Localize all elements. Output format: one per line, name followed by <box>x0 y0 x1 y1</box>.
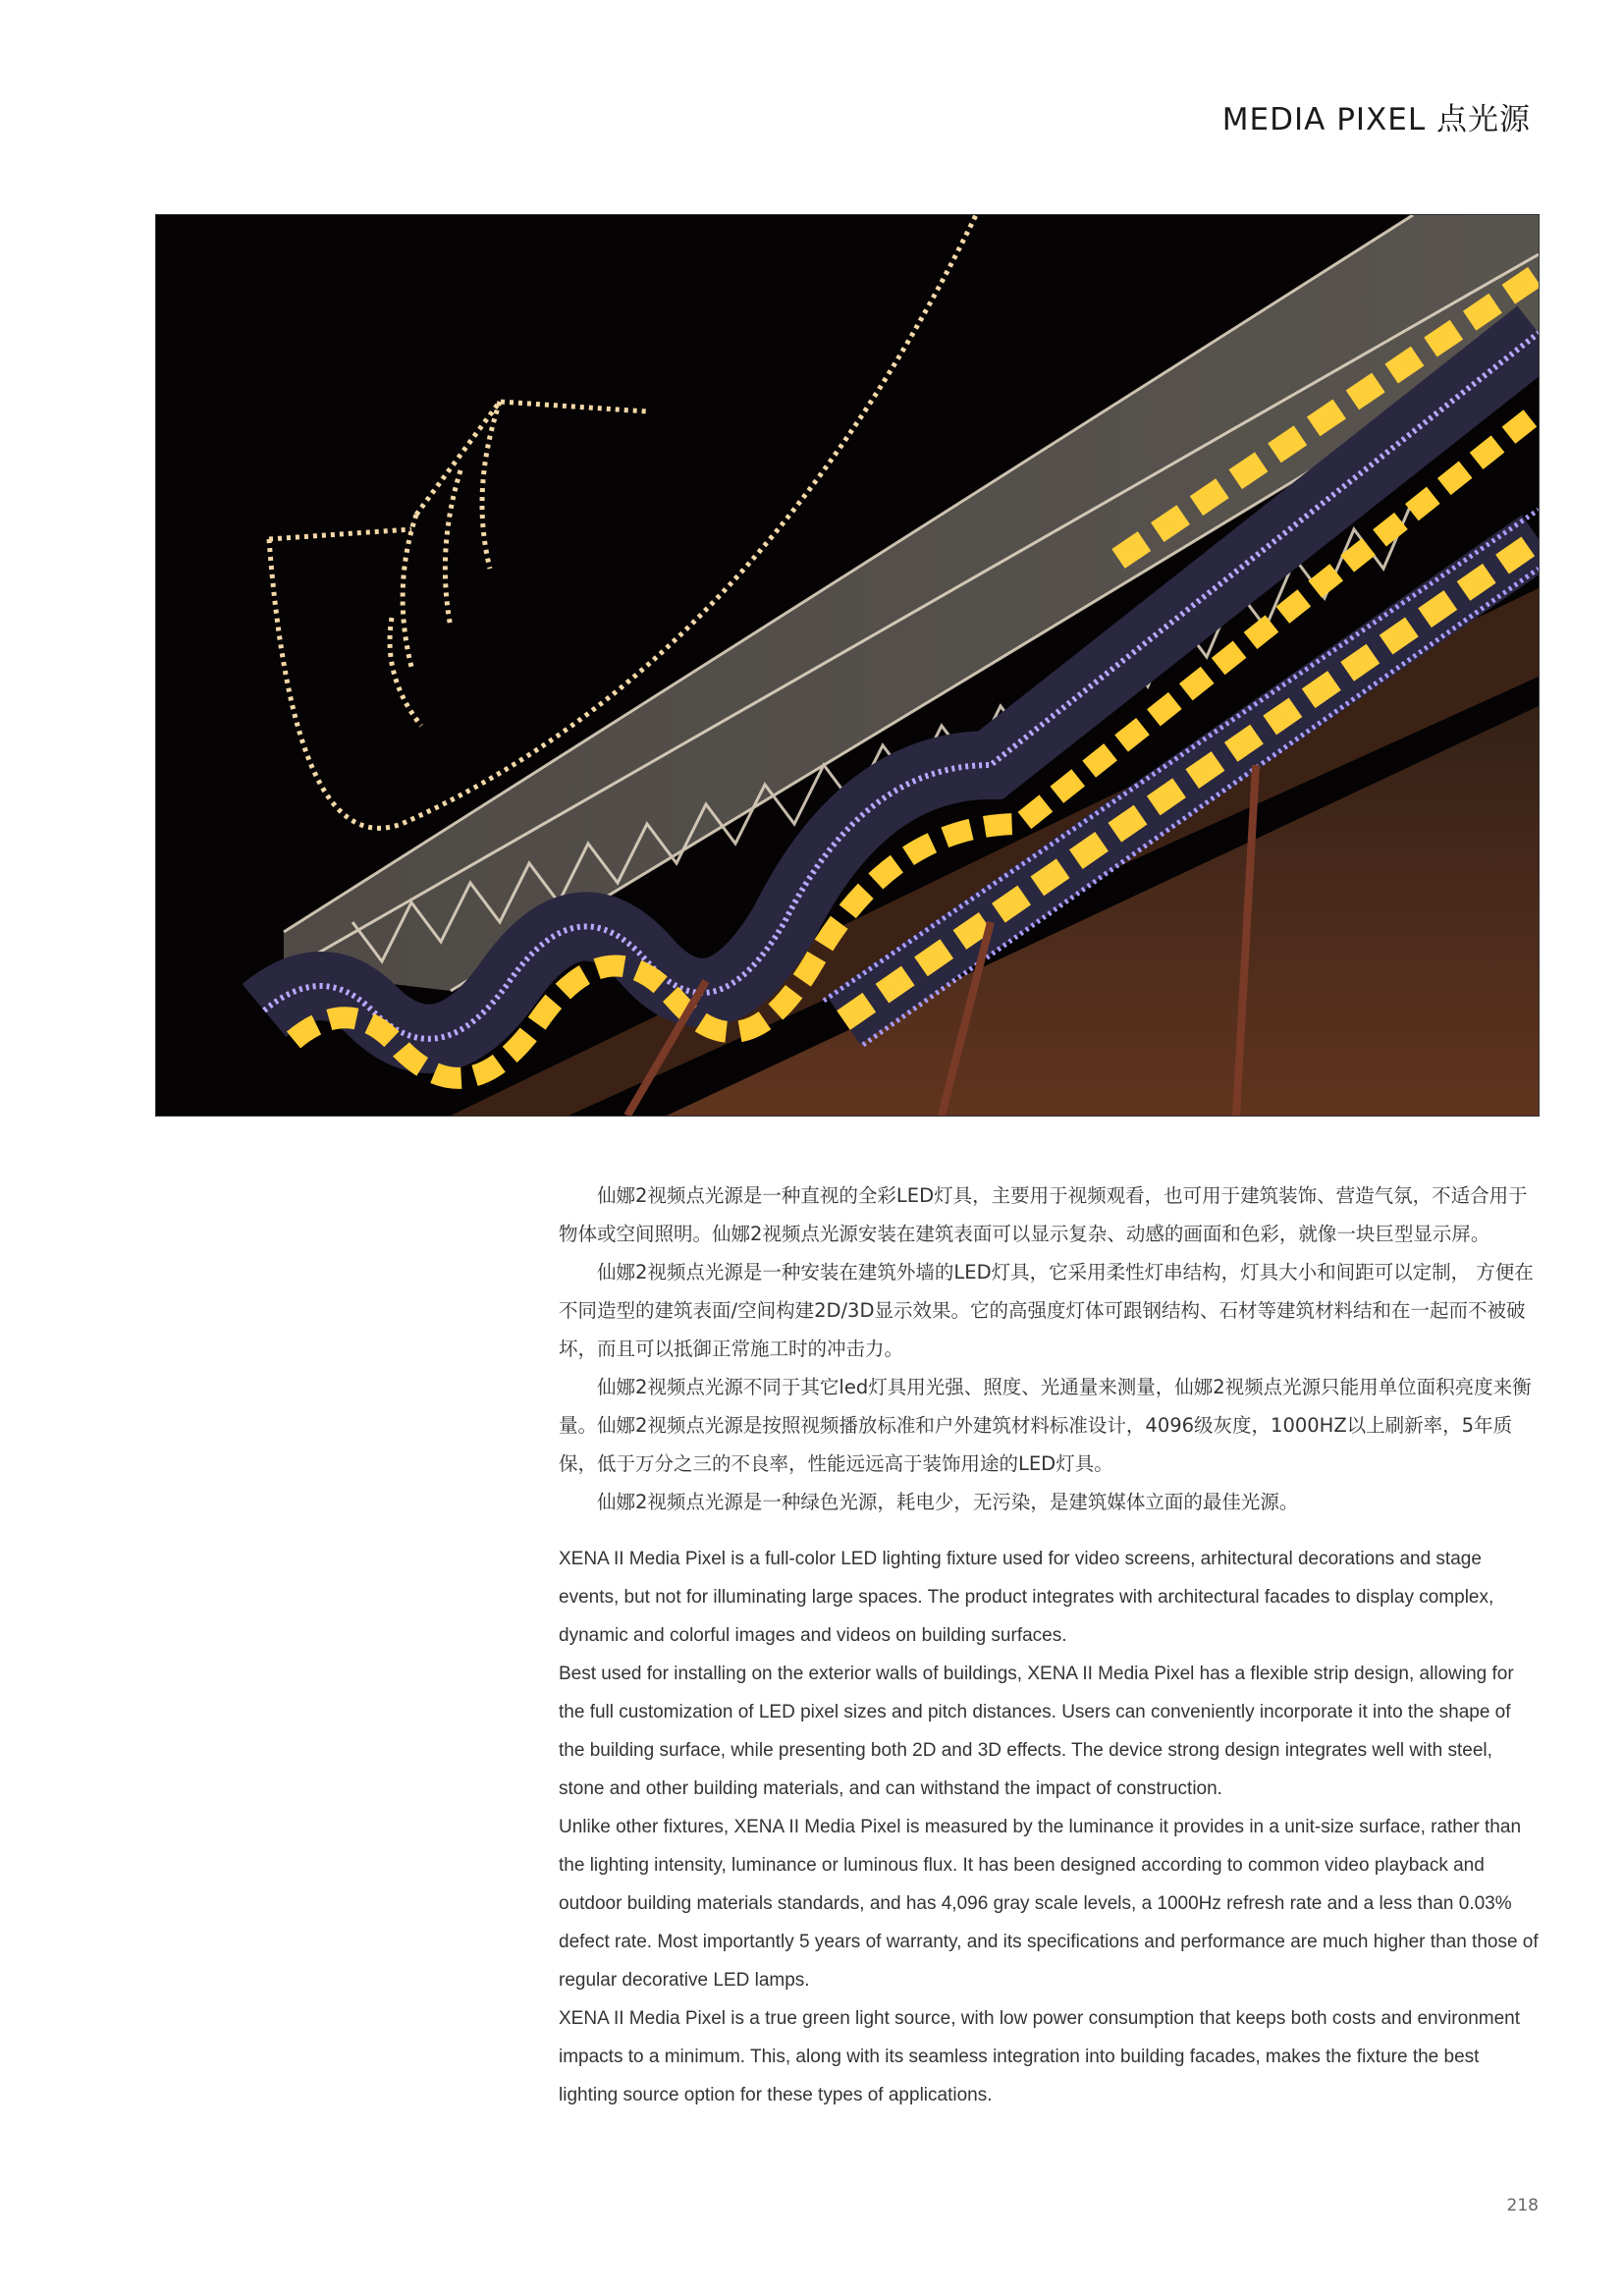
chinese-paragraph: 仙娜2视频点光源是一种安装在建筑外墙的LED灯具，它采用柔性灯串结构，灯具大小和间距可以定制， 方便在不同造型的建筑表面/空间构建2D/3D显示效果。它的高强度灯体可跟钢结构、石材等建筑材料结和在一起而不被破坏，而且可以抵御正常施工时的冲击力。 <box>559 1261 1534 1360</box>
architecture-photo-icon <box>156 215 1539 1116</box>
chinese-paragraph: 仙娜2视频点光源不同于其它led灯具用光强、照度、光通量来测量，仙娜2视频点光源只能用单位面积亮度来衡量。仙娜2视频点光源是按照视频播放标准和户外建筑材料标准设计，4096级灰度，1000HZ以上刷新率，5年质保，低于万分之三的不良率，性能远远高于装饰用途的LED灯具。 <box>559 1376 1532 1475</box>
chinese-description <box>559 1176 1541 1521</box>
page-title: MEDIA PIXEL 点光源 <box>1221 102 1531 137</box>
page-number: 218 <box>1506 2196 1539 2215</box>
building-facade-photo <box>156 215 1539 1116</box>
english-paragraph: XENA II Media Pixel is a true green light source, with low power consumption that keeps both costs and environment impacts to a minimum. This, along with its seamless integration into building facades, makes the fixture the best lighting source option for these types of applications. <box>559 2008 1521 2105</box>
chinese-paragraph: 仙娜2视频点光源是一种直视的全彩LED灯具，主要用于视频观看，也可用于建筑装饰、营造气氛，不适合用于物体或空间照明。仙娜2视频点光源安装在建筑表面可以显示复杂、动感的画面和色彩，就像一块巨型显示屏。 <box>559 1184 1528 1245</box>
chinese-paragraph: 仙娜2视频点光源是一种绿色光源，耗电少，无污染，是建筑媒体立面的最佳光源。 <box>597 1491 1299 1513</box>
english-description <box>559 1540 1541 2114</box>
english-paragraph: Unlike other fixtures, XENA II Media Pixel is measured by the luminance it provides in a unit-size surface, rather than the lighting intensity, luminance or luminous flux. It has been designed according to common video playback and outdoor building materials standards, and has 4,096 gray scale levels, a 1000Hz refresh rate and a less than 0.03% defect rate. Most importantly 5 years of warranty, and its specifications and performance are much higher than those of regular decorative LED lamps. <box>559 1817 1539 1991</box>
english-paragraph: XENA II Media Pixel is a full-color LED lighting fixture used for video screens, arhitectural decorations and stage events, but not for illuminating large spaces. The product integrates with architectural facades to display complex, dynamic and colorful images and videos on building surfaces. <box>559 1549 1494 1646</box>
english-paragraph: Best used for installing on the exterior walls of buildings, XENA II Media Pixel has a flexible strip design, allowing for the full customization of LED pixel sizes and pitch distances. Users can conveniently incorporate it into the shape of the building surface, while presenting both 2D and 3D effects. The device strong design integrates well with steel, stone and other building materials, and can withstand the impact of construction. <box>559 1664 1514 1799</box>
